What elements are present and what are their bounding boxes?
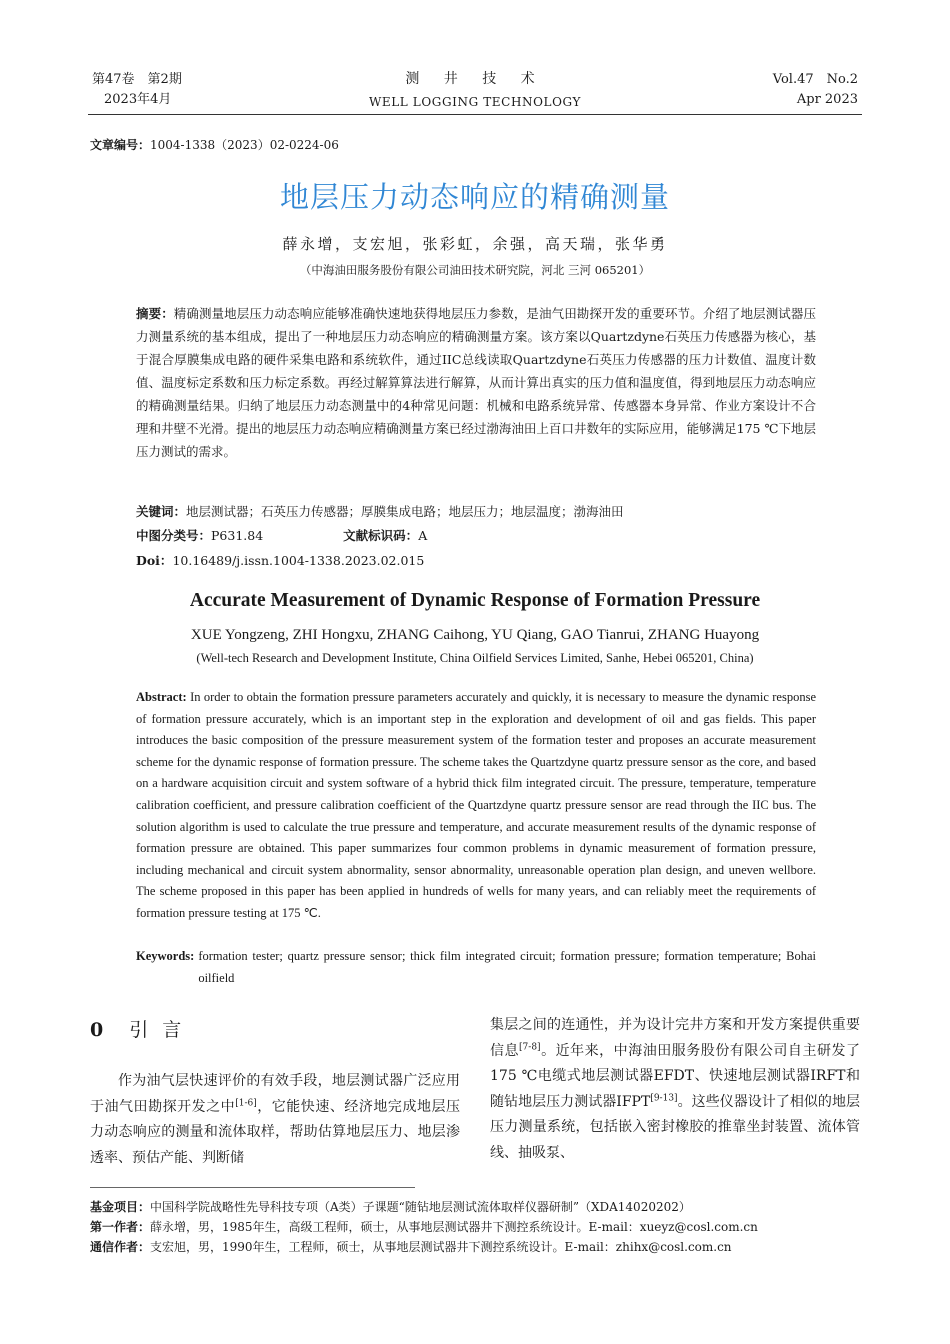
keywords-en	[136, 946, 816, 989]
affiliation-en: (Well-tech Research and Development Institute, China Oilfield Services Limited, Sanhe, Hebei 065201, China)	[196, 651, 754, 665]
fund-label: 基金项目：	[90, 1200, 151, 1214]
first-author-text: 薛永增，男，1985年生，高级工程师，硕士，从事地层测试器井下测控系统设计。E-mail：xueyz@cosl.com.cn	[150, 1220, 758, 1234]
header-divider	[88, 114, 862, 115]
paper-title-cn: 地层压力动态响应的精确测量	[279, 180, 670, 214]
abstract-cn-label: 摘要：	[136, 306, 174, 321]
body-right-text-2: 。近年来，中海油田服务股份有限公司自主研发了175 ℃电缆式地层测试器EFDT、快速地层测试器IRFT和随钻地层压力测试器IFPT	[490, 1042, 861, 1110]
keywords-cn	[136, 500, 816, 523]
article-number	[90, 136, 339, 153]
journal-name-cn: 测 井 技 术	[405, 71, 545, 87]
doc-code-value: A	[418, 528, 428, 543]
footnote-divider	[90, 1187, 415, 1188]
header-journal	[330, 68, 620, 111]
header-volume-en: Vol.47 No.2	[772, 72, 858, 87]
keywords-en-label: Keywords:	[136, 949, 195, 963]
doi	[136, 549, 816, 572]
affiliation-cn: （中海油田服务股份有限公司油田技术研究院，河北 三河 065201）	[299, 263, 651, 277]
body-left-text-2: ，它能快速、经济地完成地层压力动态响应的测量和流体取样，帮助估算地层压力、地层渗透率、预估产能、判断储	[90, 1098, 461, 1166]
citation-ref[interactable]: [9-13]	[650, 1092, 678, 1103]
classification	[136, 524, 816, 547]
header-volume-issue: 第47卷 第2期	[92, 72, 182, 87]
abstract-en	[136, 687, 816, 925]
abstract-en-label: Abstract:	[136, 690, 187, 704]
body-column-right	[490, 1013, 860, 1166]
abstract-cn	[136, 302, 816, 463]
doi-label: Doi：	[136, 553, 173, 568]
section-title: 引言	[129, 1019, 196, 1041]
doi-link[interactable]: 10.16489/j.issn.1004-1338.2023.02.015	[172, 553, 425, 568]
header-issue-info	[92, 70, 182, 110]
article-number-value: 1004-1338（2023）02-0224-06	[150, 138, 339, 152]
keywords-cn-label: 关键词：	[136, 504, 187, 519]
keywords-en-text: formation tester; quartz pressure sensor; thick film integrated circuit; formation pressure; formation temperature; Bohai oilfield	[198, 949, 816, 985]
fund-text: 中国科学院战略性先导科技专项（A类）子课题“随钻地层测试流体取样仪器研制”（XDA14020202）	[150, 1200, 691, 1214]
authors-cn: 薛永增，支宏旭，张彩虹，余强，高天瑞，张华勇	[282, 235, 668, 253]
abstract-cn-text: 精确测量地层压力动态响应能够准确快速地获得地层压力参数，是油气田勘探开发的重要环节。介绍了地层测试器压力测量系统的基本组成，提出了一种地层压力动态响应的精确测量方案。该方案以Quartzdyne石英压力传感器为核心，基于混合厚膜集成电路的硬件采集电路和系统软件，通过IIC总线读取Quartzdyne石英压力传感器的压力计数值、温度计数值、温度标定系数和压力标定系数。再经过解算算法进行解算，从而计算出真实的压力值和温度值，得到地层压力动态响应的精确测量结果。归纳了地层压力动态测量中的4种常见问题：机械和电路系统异常、传感器本身异常、作业方案设计不合理和井壁不光滑。提出的地层压力动态响应精确测量方案已经过渤海油田上百口井数年的实际应用，能够满足175 ℃下地层压力测试的需求。	[136, 306, 816, 459]
footnote-fund	[90, 1197, 860, 1217]
authors-en: XUE Yongzeng, ZHI Hongxu, ZHANG Caihong, YU Qiang, GAO Tianrui, ZHANG Huayong	[190, 627, 760, 643]
footnote-first-author	[90, 1217, 860, 1237]
body-right-text-1: 集层之间的连通性，并为设计完井方案和开发方案提供重要信息	[490, 1017, 860, 1059]
header-issue-info-en	[773, 70, 858, 110]
citation-ref[interactable]: [1-6]	[235, 1097, 257, 1108]
footnote-corresponding-author	[90, 1237, 860, 1257]
article-number-label: 文章编号：	[90, 138, 151, 152]
body-left-text-1: 作为油气层快速评价的有效手段，地层测试器广泛应用于油气田勘探开发之中	[90, 1073, 460, 1115]
first-author-label: 第一作者：	[90, 1220, 151, 1234]
corresponding-label: 通信作者：	[90, 1240, 151, 1254]
body-column-left	[90, 1069, 460, 1171]
journal-name-en: WELL LOGGING TECHNOLOGY	[368, 95, 582, 109]
header-date: 2023年4月	[104, 92, 172, 107]
paper-title-en: Accurate Measurement of Dynamic Response of Formation Pressure	[189, 590, 761, 611]
clc-label: 中图分类号：	[136, 528, 212, 543]
section-number: 0	[90, 1019, 104, 1041]
header-date-en: Apr 2023	[796, 92, 858, 107]
corresponding-text: 支宏旭，男，1990年生，工程师，硕士，从事地层测试器井下测控系统设计。E-mail：zhihx@cosl.com.cn	[150, 1240, 732, 1254]
abstract-en-text: In order to obtain the formation pressure parameters accurately and quickly, it is necessary to measure the dynamic response of formation pressure accurately, which is an important step in the exploration and development of oil and gas fields. This paper introduces the basic composition of the pressure measurement system of the formation tester and proposes an accurate measurement scheme for the dynamic response of formation pressure. The scheme takes the Quartzdyne quartz pressure sensor as the core, and based on a hardware acquisition circuit and system software of a hybrid thick film integrated circuit. The pressure, temperature, temperature calibration coefficient, and pressure calibration coefficient of the Quartzdyne quartz pressure sensor are read through the IIC bus. The solution algorithm is used to calculate the true pressure and temperature, and accurate measurement results of the dynamic response of formation pressure are obtained. This paper summarizes four common problems in dynamic measurement of formation pressure, including mechanical and circuit system abnormality, sensor abnormality, unreasonable operation plan design, and uneven wellbore. The scheme proposed in this paper has been applied in hundreds of wells for many years, and can reliably meet the requirements of formation pressure testing at 175 ℃.	[136, 690, 816, 920]
clc-value: P631.84	[211, 528, 264, 543]
body-right-text-3: 。这些仪器设计了相似的地层压力测量系统，包括嵌入密封橡胶的推靠坐封装置、流体管线、抽吸泵、	[490, 1093, 860, 1161]
section-heading	[90, 1015, 195, 1042]
citation-ref[interactable]: [7-8]	[519, 1041, 541, 1052]
doc-code-label: 文献标识码：	[343, 528, 419, 543]
keywords-cn-text: 地层测试器；石英压力传感器；厚膜集成电路；地层压力；地层温度；渤海油田	[186, 504, 624, 519]
